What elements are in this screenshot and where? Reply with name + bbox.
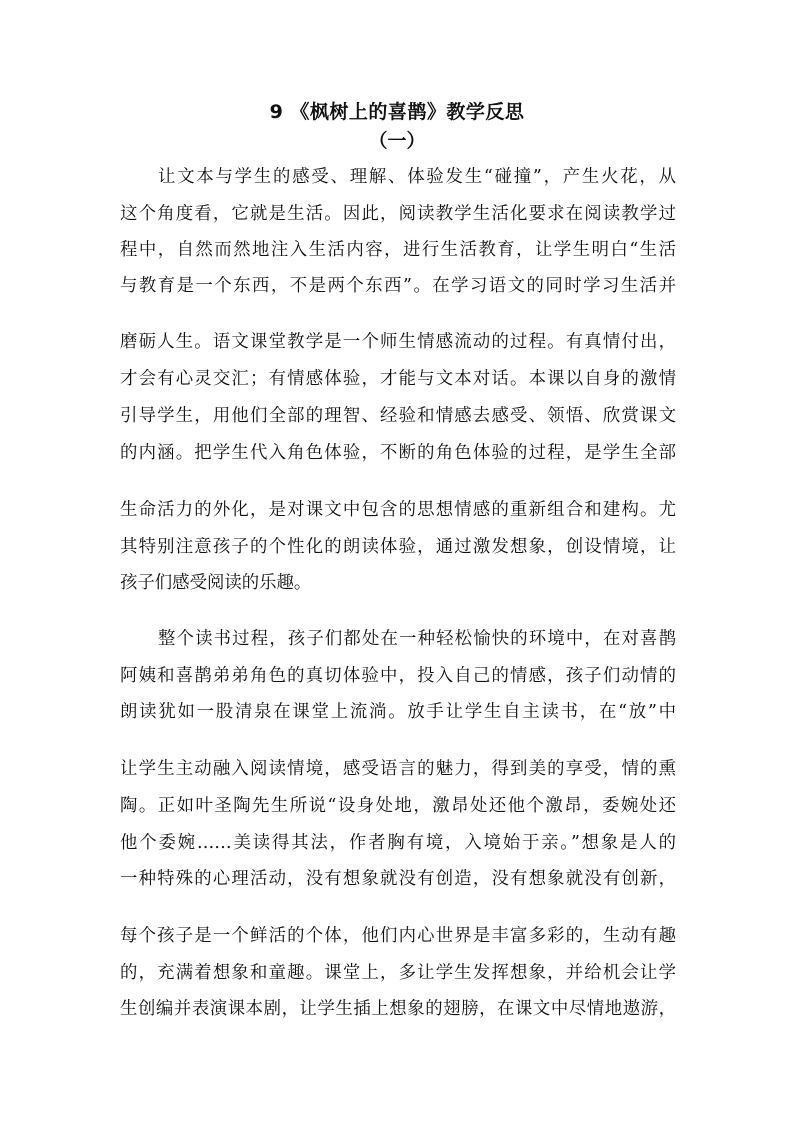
paragraph-2-line-1: 整个读书过程，孩子们都处在一种轻松愉快的环境中，在对喜鹊 — [158, 629, 676, 649]
paragraph-1-line-5: 磨砺人生。语文课堂教学是一个师生情感流动的过程。有真情付出， — [120, 332, 676, 352]
paragraph-2-line-7: 一种特殊的心理活动，没有想象就没有创造，没有想象就没有创新， — [120, 869, 676, 889]
paragraph-1-line-10: 其特别注意孩子的个性化的朗读体验，通过激发想象，创设情境，让 — [120, 537, 676, 557]
paragraph-1-line-1: 让文本与学生的感受、理解、体验发生“碰撞”，产生火花，从 — [158, 167, 676, 187]
paragraph-1-line-11: 孩子们感受阅读的乐趣。 — [120, 573, 312, 593]
paragraph-2-line-6: 他个委婉……美读得其法，作者胸有境，入境始于亲。”想象是人的 — [120, 833, 676, 853]
paragraph-1-line-6: 才会有心灵交汇；有情感体验，才能与文本对话。本课以自身的激情 — [120, 369, 676, 389]
paragraph-2-line-2: 阿姨和喜鹊弟弟角色的真切体验中，投入自己的情感，孩子们动情的 — [120, 666, 676, 686]
paragraph-1-line-4: 与教育是一个东西，不是两个东西”。在学习语文的同时学习生活并 — [120, 276, 676, 296]
section-heading: （一） — [368, 130, 426, 152]
paragraph-1-line-3: 程中，自然而然地注入生活内容，进行生活教育，让学生明白“生活 — [120, 240, 676, 260]
paragraph-1-line-8: 的内涵。把学生代入角色体验，不断的角色体验的过程，是学生全部 — [120, 443, 676, 463]
paragraph-2-line-3: 朗读犹如一股清泉在课堂上流淌。放手让学生自主读书，在“放”中 — [120, 702, 676, 722]
document-title: 9 《枫树上的喜鹊》教学反思 — [269, 101, 525, 123]
paragraph-2-line-10: 生创编并表演课本剧，让学生插上想象的翅膀，在课文中尽情地遨游， — [120, 999, 676, 1019]
paragraph-1-line-2: 这个角度看，它就是生活。因此，阅读教学生活化要求在阅读教学过 — [120, 204, 676, 224]
paragraph-2-line-9: 的，充满着想象和童趣。课堂上，多让学生发挥想象，并给机会让学 — [120, 963, 676, 983]
paragraph-1-line-7: 引导学生，用他们全部的理智、经验和情感去感受、领悟、欣赏课文 — [120, 406, 676, 426]
paragraph-2-line-8: 每个孩子是一个鲜活的个体，他们内心世界是丰富多彩的，生动有趣 — [120, 926, 676, 946]
paragraph-1-line-9: 生命活力的外化，是对课文中包含的思想情感的重新组合和建构。尤 — [120, 500, 676, 520]
paragraph-2-line-4: 让学生主动融入阅读情境，感受语言的魅力，得到美的享受，情的熏 — [120, 759, 676, 779]
paragraph-2-line-5: 陶。正如叶圣陶先生所说“设身处地，激昂处还他个激昂，委婉处还 — [120, 796, 676, 816]
